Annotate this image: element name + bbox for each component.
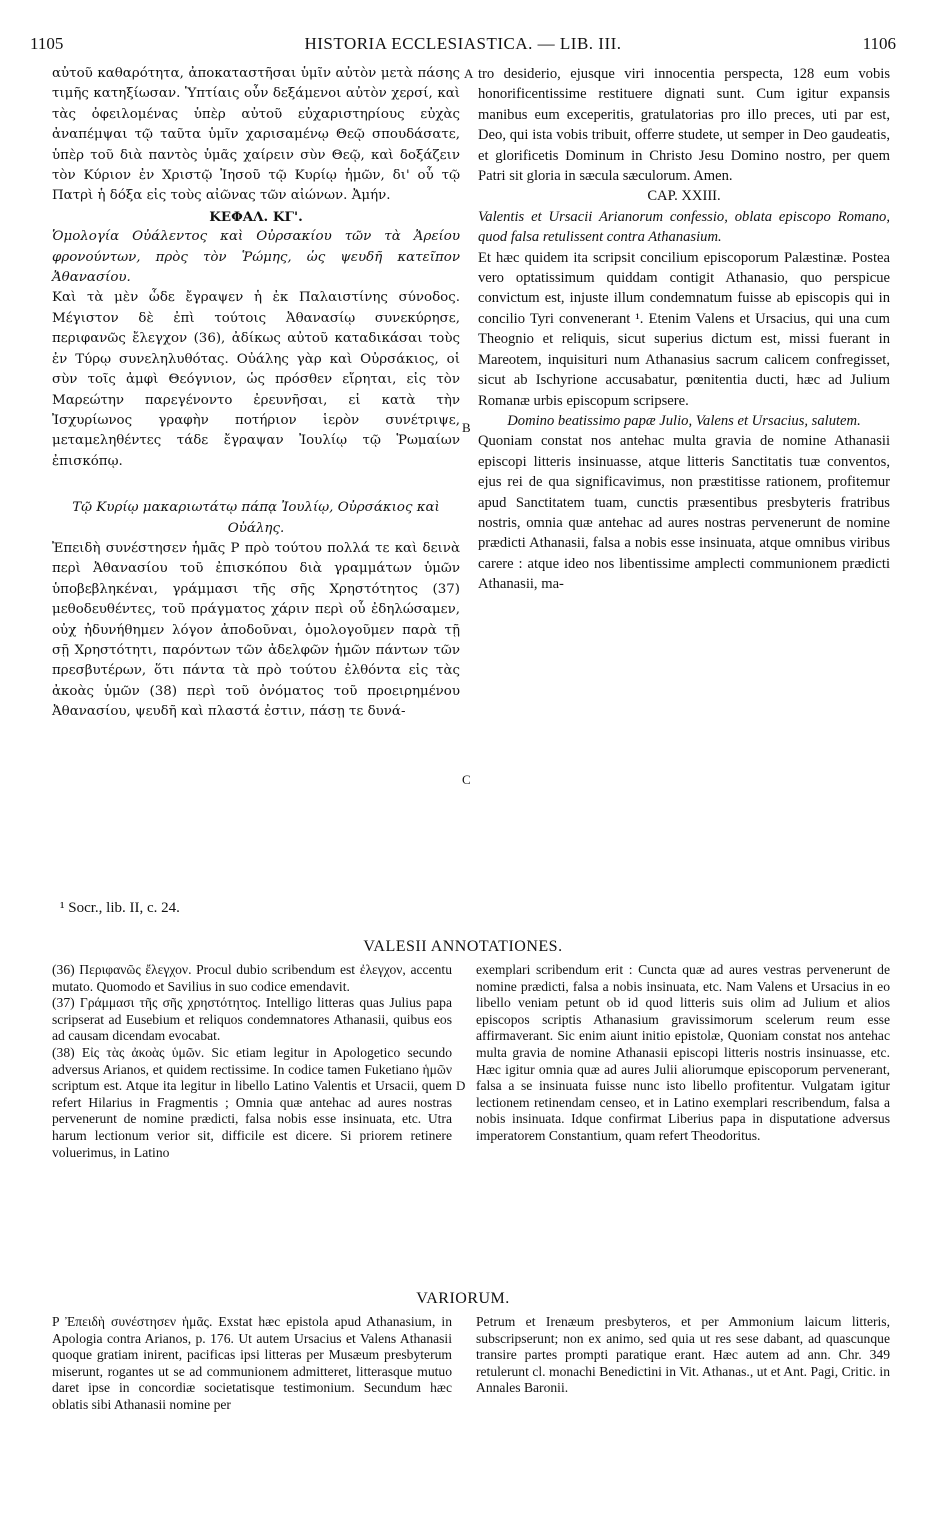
- margin-letter-a: A: [464, 66, 474, 81]
- valesii-heading: VALESII ANNOTATIONES.: [363, 938, 563, 955]
- latin-paragraph-1: Et hæc quidem ita scripsit concilium episcoporum Palæstinæ. Postea vero optatissimum quiddam contigit Athanasio, quo perspicue convictum est, injuste illum condemnatum fuisse ab episcopis qui in concilio Tyri convenerant ¹. Etenim Valens et Ursacius, qui una cum Theognio et reliquis, sicut superius dictum est, missi fuerant in Mareotem, inquisituri num Athanasius sacrum calicem confregisset, sicut ab Ischyrione accusabatur, pœnitentia ducti, hæc ad Julium Romanæ urbis episcopum scripsere.: [478, 249, 890, 409]
- variorum-note: P Ἐπειδὴ συνέστησεν ἡμᾶς. Exstat hæc epistola apud Athanasium, in Apologia contra Arianos, p. 176. Ut autem Ursacius et Valens Athanasii quoque gratiam inirent, pacificas ipsi litteras per Musæum presbyterum miserunt, rogantes ut se ad communionem admitteret, litterasque mutuo daret ipse in concordiæ societatisque testimonium. Secundum hæc oblatis sibi Athanasii nomine per: [52, 1314, 452, 1412]
- latin-column: [478, 64, 890, 595]
- margin-letter-c: C: [462, 772, 471, 787]
- running-title: HISTORIA ECCLESIASTICA. — LIB. III.: [304, 34, 622, 53]
- latin-paragraph-2: Quoniam constat nos antehac multa gravia de nomine Athanasii episcopi litteris insinuasse, atque litteris Sanctitatis tuæ conventos, ejus rei de qua significavimus, non præstitisse rationem, profitemur apud Sanctitatem tuam, cunctis præsentibus presbyteris fratribus nostris, omnia quæ antehac ad aures nostras pervenerunt de nomine prædicti Athanasii, falsa a nobis esse insinuata, atque omnibus viribus carere : atque ideo nos libentissime amplecti communionem prædicti Athanasii, ma-: [478, 433, 890, 593]
- column-number-right: 1106: [862, 34, 896, 53]
- greek-chapter-title: Ὁμολογία Οὐάλεντος καὶ Οὐρσακίου τῶν τὰ Ἀρείου φρονούντων, πρὸς τὸν Ῥώμης, ὡς ψευδῆ κατεῖπον Ἀθανασίου.: [52, 229, 460, 286]
- variorum-heading: VARIORUM.: [416, 1290, 510, 1307]
- latin-intro: tro desiderio, ejusque viri innocentia perspecta, 128 eum vobis honorificentissime restituere dignati sunt. Cum igitur expansis manibus eum exceperitis, gratulatorias pro illo preces, uti par est, Deo, qui ista vobis tribuit, offerre studete, ut semper in Deo gaudeatis, et glorificetis Dominum in Christo Jesu Domino nostro, per quem Patri sit gloria in sæcula sæculorum. Amen.: [478, 66, 890, 185]
- greek-salutation: Τῷ Κυρίῳ μακαριωτάτῳ πάπᾳ Ἰουλίῳ, Οὐρσάκιος καὶ Οὐάλης.: [72, 500, 440, 536]
- margin-letter-d: D: [456, 1078, 466, 1093]
- greek-paragraph-1: Καὶ τὰ μὲν ὧδε ἔγραψεν ἡ ἐκ Παλαιστίνης σύνοδος. Μέγιστον δὲ ἐπὶ τούτοις Ἀθανασίῳ συνεκύρησε, περιφανῶς ἔλεγχον (36), ἀδίκως αὐτοῦ καταδικάσαι τοὺς ἐν Τύρῳ συνεληλυθότας. Οὐάλης γὰρ καὶ Οὐρσάκιος, οἱ σὺν τοῖς ἀμφὶ Θεόγνιον, ὡς πρόσθεν εἴρηται, εἰς τὸν Μαρεώτην παρεγένοντο ἐρευνῆσαι, εἰ κατὰ τὴν Ἰσχυρίωνος γραφὴν ποτήριον ἱερὸν συνέτριψε, μεταμεληθέντες τάδε ἔγραψαν Ἰουλίῳ τῷ Ῥωμαίων ἐπισκόπῳ.: [52, 290, 460, 469]
- greek-paragraph-2: Ἐπειδὴ συνέστησεν ἡμᾶς P πρὸ τούτου πολλά τε καὶ δεινὰ περὶ Ἀθανασίου τοῦ ἐπισκόπου διὰ γραμμάτων ὑμῶν ὑποβεβληκέναι, γράμμασι τῆς σῆς Χρηστότητος (37) μεθοδευθέντες, τοῦ πράγματος χάριν περὶ οὗ ἐδηλώσαμεν, οὐχ ἠδυνήθημεν λόγον ἀποδοῦναι, ὁμολογοῦμεν παρὰ τῇ σῇ Χρηστότητι, παρόντων τῶν ἀδελφῶν ἡμῶν πάντων τῶν πρεσβυτέρων, ὅτι πάντα τὰ πρὸ τούτου ἐλθόντα εἰς τὰς ἀκοὰς ὑμῶν (38) περὶ τοῦ ὀνόματος τοῦ προειρημένου Ἀθανασίου, ψευδῆ καὶ πλαστά ἐστιν, πάσῃ τε δυνά-: [52, 540, 460, 720]
- latin-salutation: Domino beatissimo papæ Julio, Valens et Ursacius, salutem.: [507, 412, 861, 429]
- margin-letter-b: B: [462, 420, 471, 435]
- greek-chapter-heading: ΚΕΦΑΛ. ΚΓ'.: [209, 208, 303, 225]
- page-header: [30, 34, 896, 58]
- footnote: ¹ Socr., lib. II, c. 24.: [60, 900, 180, 916]
- annotation-continuation: exemplari scribendum erit : Cuncta quæ ad aures vestras pervenerunt de nomine prædicti, falsa a nobis insinuata, etc. Nam Valens et Ursacius in eo libello veniam petunt ob id quod litteris suis olim ad Julium et alios episcopos scriptis Athanasium gravissimorum scelerum reum esse affirmaverant. Sic enim aiunt initio epistolæ, Quoniam constat nos antehac multa gravia de nomine Athanasii episcopi litteris nostris insinuasse, etc. Hæc igitur omnia quæ ad aures Julii aliorumque episcoporum pervenerant, falsa a se insinuata fuisse nunc isto libello profitentur. Vulgatam igitur lectionem retinendam censeo, et in Latino exemplari rescribendum, falsa a nobis insinuata. Idque confirmat Liberius papa in disputatione adversus imperatorem Constantium, quam refert Theodoritus.: [476, 962, 890, 1143]
- latin-chapter-heading: CAP. XXIII.: [647, 188, 721, 205]
- spacer: [52, 472, 460, 498]
- annotation-38: (38) Εἰς τὰς ἀκοὰς ὑμῶν. Sic etiam legitur in Apologetico secundo adversus Arianos, et quidem rectissime. In codice tamen Fuketiano ἡμῶν scriptum est. Atque ita legitur in libello Latino Valentis et Ursacii, quem refert Hilarius in Fragmentis ; Omnia quæ antehac ad aures nostras pervenerunt de nomine prædicti, falsa nobis esse insinuata, etc. Utra harum lectionum verior sit, difficile est dicere. Si priorem retinere voluerimus, in Latino: [52, 1044, 452, 1160]
- latin-chapter-title: Valentis et Ursacii Arianorum confessio, oblata episcopo Romano, quod falsa retulissent contra Athanasium.: [478, 208, 890, 246]
- variorum-note-continuation: Petrum et Irenæum presbyteros, et per Ammonium laicum litteris, subscripserunt; non ex animo, sed quia ut res sese dabant, ad quascunque transire partes prompti paratique erant. Hæc autem ad ann. Chr. 349 retulerunt cl. monachi Benedictini in Vit. Athanas., ut et Ant. Pagi, Critic. in Annales Baronii.: [476, 1314, 890, 1396]
- annotation-37: (37) Γράμμασι τῆς σῆς χρηστότητος. Intelligo litteras quas Julius papa scripserat ad Eusebium et reliquos condemnatores Athanasii, quibus eos ad causam dicendam evocabat.: [52, 995, 452, 1044]
- annotation-36: (36) Περιφανῶς ἔλεγχον. Procul dubio scribendum est ἐλεγχον, accentu mutato. Quomodo et Savilius in suo codice emendavit.: [52, 962, 452, 994]
- column-number-left: 1105: [30, 34, 64, 53]
- valesii-left-column: [52, 962, 452, 1161]
- variorum-right-column: [476, 1314, 890, 1397]
- valesii-right-column: [476, 962, 890, 1145]
- greek-column: [52, 64, 460, 723]
- variorum-left-column: [52, 1314, 452, 1414]
- greek-intro: αὐτοῦ καθαρότητα, ἀποκαταστῆσαι ὑμῖν αὐτὸν μετὰ πάσης τιμῆς κατηξίωσαν. Ὑπτίαις οὖν δεξάμενοι αὐτὸν χερσί, καὶ τὰς ὀφειλομένας ὑπὲρ αὐτοῦ εὐχαριστηρίους εὐχὰς ἀναπέμψαι τῷ ταῦτα ὑμῖν χαρισαμένῳ Θεῷ σπουδάσατε, ὑπὲρ τοῦ διὰ παντὸς ὑμᾶς χαίρειν σὺν Θεῷ, καὶ δοξάζειν τὸν Κύριον ἐν Χριστῷ Ἰησοῦ τῷ Κυρίῳ ἡμῶν, δι' οὗ τῷ Πατρὶ ἡ δόξα εἰς τοὺς αἰῶνας τῶν αἰώνων. Ἀμήν.: [52, 66, 460, 204]
